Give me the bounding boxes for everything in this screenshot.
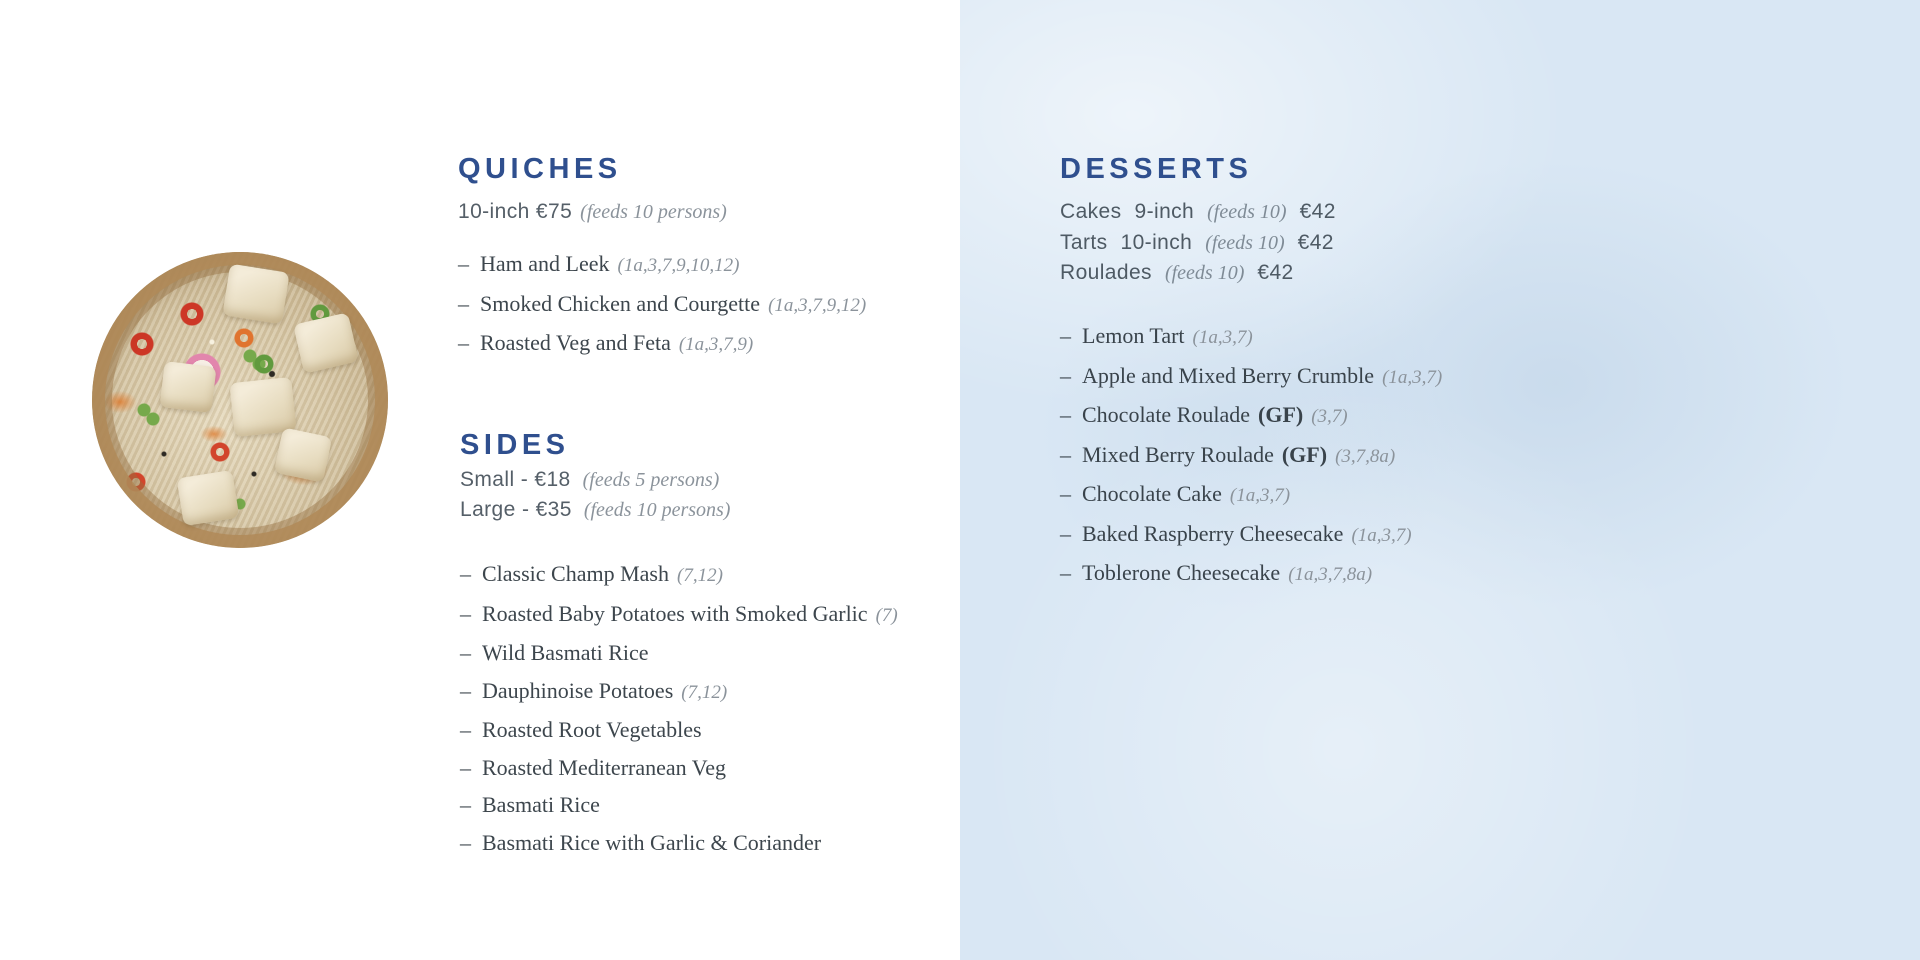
dessert-price: €42: [1297, 230, 1334, 254]
sides-list: [460, 555, 898, 861]
item-dash: –: [1060, 402, 1071, 427]
tofu-garnish: [159, 361, 216, 413]
dessert-size: 9-inch: [1134, 200, 1195, 223]
item-allergens: (1a,3,7): [1192, 327, 1253, 348]
menu-item-row: [460, 595, 898, 635]
quiches-heading: QUICHES: [458, 153, 622, 185]
item-allergens: (7): [875, 604, 898, 626]
item-allergens: (1a,3,7,8a): [1288, 564, 1373, 585]
quiches-price-line: [458, 200, 727, 224]
item-allergens: (7,12): [677, 565, 723, 586]
item-name: Baked Raspberry Cheesecake: [1082, 520, 1344, 546]
menu-item-row: [1060, 396, 1442, 436]
item-allergens: (3,7): [1311, 406, 1348, 427]
menu-item-row: [460, 749, 898, 787]
dessert-feeds: (feeds 10): [1207, 201, 1287, 223]
item-dash: –: [460, 600, 471, 626]
menu-item-row: [458, 324, 866, 364]
item-name: Basmati Rice with Garlic & Coriander: [482, 829, 822, 855]
item-dash: –: [460, 754, 471, 780]
item-name: Roasted Veg and Feta: [480, 330, 671, 355]
dessert-type: Cakes: [1060, 200, 1122, 223]
item-name: Lemon Tart: [1082, 323, 1185, 348]
menu-item-row: [1060, 554, 1442, 594]
sides-feeds: (feeds 5 persons): [582, 469, 720, 491]
item-gf-badge: (GF): [1258, 402, 1304, 427]
item-allergens: (1a,3,7): [1229, 485, 1291, 506]
item-dash: –: [460, 829, 471, 855]
menu-item-row: [1060, 357, 1442, 397]
tofu-garnish: [293, 312, 359, 373]
item-name: Apple and Mixed Berry Crumble: [1082, 362, 1375, 388]
menu-item-row: [1060, 436, 1442, 476]
item-name: Dauphinoise Potatoes: [482, 677, 674, 703]
item-dash: –: [1060, 441, 1071, 467]
dessert-feeds: (feeds 10): [1164, 262, 1245, 284]
item-dash: –: [460, 640, 471, 665]
item-dash: –: [460, 677, 471, 703]
menu-item-row: [460, 555, 898, 595]
dessert-type: Tarts: [1060, 230, 1108, 254]
item-allergens: (1a,3,7,9): [678, 334, 754, 355]
sides-price-large: [460, 498, 730, 528]
item-name: Wild Basmati Rice: [482, 640, 649, 665]
dessert-type: Roulades: [1060, 261, 1152, 284]
item-gf-badge: (GF): [1281, 441, 1328, 467]
menu-item-row: [460, 634, 898, 672]
menu-item-row: [1060, 475, 1442, 515]
item-name: Roasted Root Vegetables: [482, 717, 702, 742]
sides-price-small: [460, 468, 730, 498]
item-allergens: (1a,3,7,9,10,12): [617, 255, 740, 276]
item-dash: –: [460, 717, 471, 742]
item-allergens: (1a,3,7,9,12): [768, 294, 867, 316]
menu-item-row: [460, 824, 898, 862]
quiches-list: [458, 245, 866, 364]
item-dash: –: [458, 251, 469, 276]
menu-item-row: [458, 245, 866, 285]
item-name: Ham and Leek: [480, 251, 610, 276]
item-name: Smoked Chicken and Courgette: [480, 290, 761, 316]
menu-item-row: [1060, 317, 1442, 357]
item-name: Roasted Baby Potatoes with Smoked Garlic: [482, 600, 868, 626]
tofu-garnish: [274, 427, 332, 482]
menu-item-row: [460, 786, 898, 824]
item-allergens: (7,12): [681, 681, 728, 703]
desserts-price-row: [1060, 200, 1336, 231]
item-dash: –: [460, 792, 471, 817]
tofu-garnish: [177, 470, 240, 526]
item-allergens: (3,7,8a): [1335, 445, 1396, 467]
desserts-list: [1060, 317, 1442, 594]
desserts-price-lines: [1060, 200, 1336, 292]
item-allergens: (1a,3,7): [1351, 524, 1412, 546]
quiches-size-price: 10-inch €75: [458, 200, 573, 223]
quiches-feeds: (feeds 10 persons): [580, 201, 727, 223]
item-dash: –: [1060, 481, 1071, 506]
item-dash: –: [1060, 323, 1071, 348]
desserts-price-row: [1060, 261, 1336, 292]
item-dash: –: [460, 561, 471, 586]
item-allergens: (1a,3,7): [1382, 366, 1443, 388]
tofu-garnish: [222, 264, 289, 325]
item-dash: –: [1060, 520, 1071, 546]
desserts-price-row: [1060, 231, 1336, 262]
dessert-size: 10-inch: [1120, 230, 1193, 254]
item-name: Chocolate Cake: [1082, 481, 1222, 506]
menu-item-row: [460, 672, 898, 712]
dessert-price: €42: [1299, 200, 1336, 223]
item-dash: –: [1060, 362, 1071, 388]
item-name: Basmati Rice: [482, 792, 600, 817]
item-name: Chocolate Roulade: [1082, 402, 1251, 427]
menu-item-row: [458, 285, 866, 325]
sides-size-price: Small - €18: [460, 468, 571, 491]
item-name: Mixed Berry Roulade: [1082, 441, 1274, 467]
item-dash: –: [458, 330, 469, 355]
menu-item-row: [460, 711, 898, 749]
menu-item-row: [1060, 515, 1442, 555]
salad-photo: [92, 252, 388, 548]
sides-feeds: (feeds 10 persons): [583, 499, 731, 521]
dessert-price: €42: [1257, 261, 1294, 284]
dessert-feeds: (feeds 10): [1205, 231, 1285, 254]
item-name: Toblerone Cheesecake: [1082, 560, 1281, 585]
item-dash: –: [458, 290, 469, 316]
item-name: Classic Champ Mash: [482, 561, 669, 586]
desserts-heading: DESSERTS: [1060, 153, 1253, 185]
sides-heading: SIDES: [460, 429, 570, 461]
sides-size-price: Large - €35: [460, 498, 572, 521]
item-dash: –: [1060, 560, 1071, 585]
item-name: Roasted Mediterranean Veg: [482, 754, 726, 780]
sides-price-lines: [460, 468, 730, 528]
